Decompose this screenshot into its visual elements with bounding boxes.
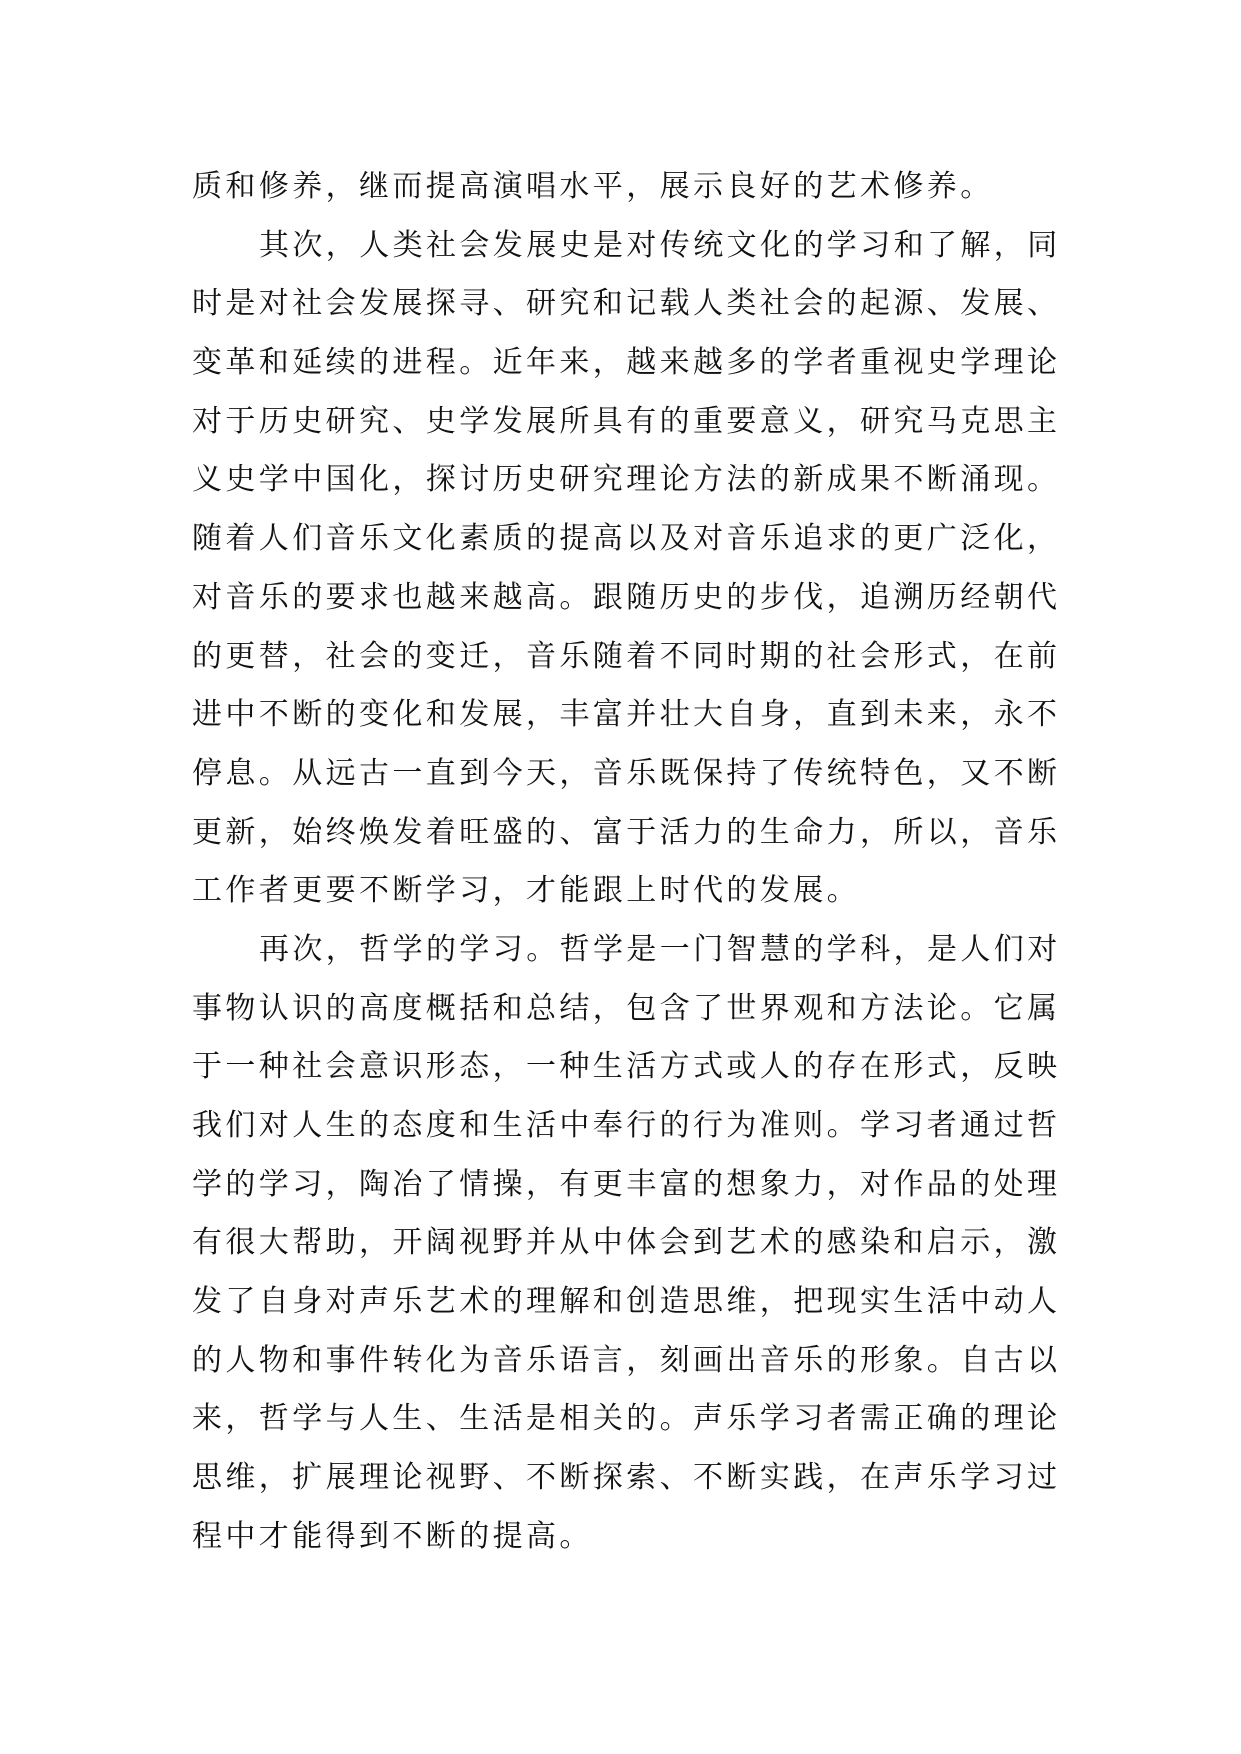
text-line: 质和修养，继而提高演唱水平，展示良好的艺术修养。 <box>192 169 994 204</box>
text-line: 的更替，社会的变迁，音乐随着不同时期的社会形式，在前 <box>192 638 1061 674</box>
text-line: 学的学习，陶冶了情操，有更丰富的想象力，对作品的处理 <box>192 1166 1061 1202</box>
text-line: 发了自身对声乐艺术的理解和创造思维，把现实生活中动人 <box>192 1284 1061 1320</box>
text-line: 我们对人生的态度和生活中奉行的行为准则。学习者通过哲 <box>192 1108 1061 1143</box>
paragraph-first-line: 其次，人类社会发展史是对传统文化的学习和了解，同 <box>259 227 1061 263</box>
text-line: 对音乐的要求也越来越高。跟随历史的步伐，追溯历经朝代 <box>192 579 1061 615</box>
text-line: 义史学中国化，探讨历史研究理论方法的新成果不断涌现。 <box>192 462 1061 498</box>
text-line: 时是对社会发展探寻、研究和记载人类社会的起源、发展、 <box>192 286 1061 322</box>
text-line: 进中不断的变化和发展，丰富并壮大自身，直到未来，永不 <box>192 697 1061 733</box>
paragraph-first-line: 再次，哲学的学习。哲学是一门智慧的学科，是人们对 <box>259 931 1061 967</box>
text-line: 有很大帮助，开阔视野并从中体会到艺术的感染和启示，激 <box>192 1225 1061 1261</box>
text-line: 更新，始终焕发着旺盛的、富于活力的生命力，所以，音乐 <box>192 814 1061 850</box>
text-line: 对于历史研究、史学发展所具有的重要意义，研究马克思主 <box>192 403 1061 439</box>
text-line: 于一种社会意识形态，一种生活方式或人的存在形式，反映 <box>192 1049 1061 1085</box>
text-line: 来，哲学与人生、生活是相关的。声乐学习者需正确的理论 <box>192 1401 1061 1437</box>
text-line: 停息。从远古一直到今天，音乐既保持了传统特色，又不断 <box>192 755 1061 791</box>
text-line: 事物认识的高度概括和总结，包含了世界观和方法论。它属 <box>192 990 1061 1026</box>
text-line: 的人物和事件转化为音乐语言，刻画出音乐的形象。自古以 <box>192 1342 1061 1378</box>
text-line: 变革和延续的进程。近年来，越来越多的学者重视史学理论 <box>192 345 1061 381</box>
text-line: 随着人们音乐文化素质的提高以及对音乐追求的更广泛化， <box>192 521 1061 557</box>
text-line: 工作者更要不断学习，才能跟上时代的发展。 <box>192 873 860 909</box>
text-line: 思维，扩展理论视野、不断探索、不断实践，在声乐学习过 <box>192 1460 1061 1496</box>
body-text <box>192 158 1072 1567</box>
text-line: 程中才能得到不断的提高。 <box>192 1518 593 1554</box>
